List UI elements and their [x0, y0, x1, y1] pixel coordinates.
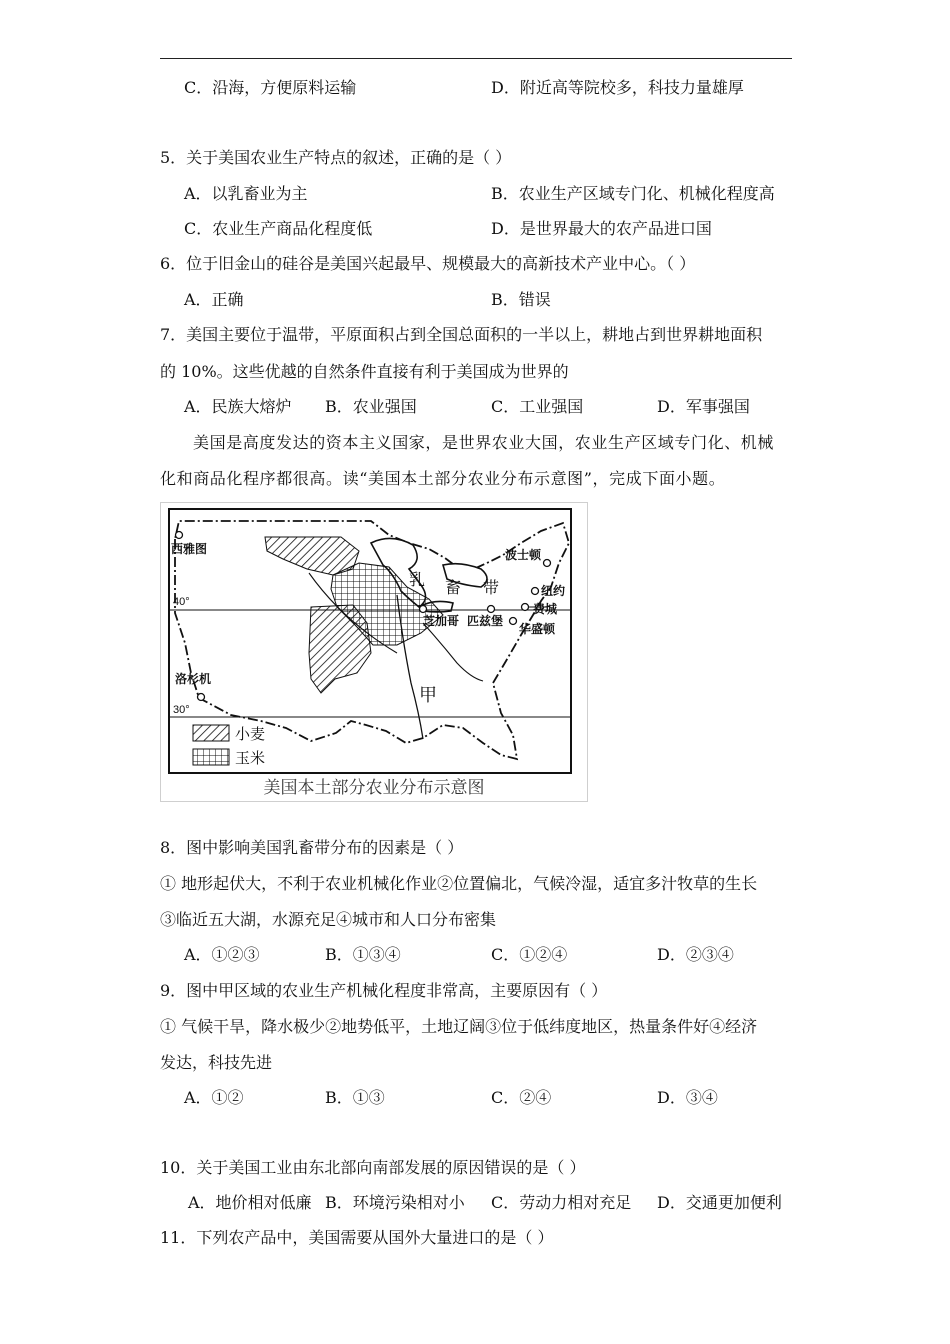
- q11-stem: 11．下列农产品中，美国需要从国外大量进口的是（ ）: [160, 1228, 554, 1247]
- q5-stem: 5．关于美国农业生产特点的叙述，正确的是（ ）: [160, 148, 512, 167]
- pittsburgh-marker: [488, 606, 495, 613]
- q8-stem: 8．图中影响美国乳畜带分布的因素是（ ）: [160, 838, 464, 857]
- philadelphia-label: 费城: [533, 602, 558, 616]
- q7-stem-line1: 7．美国主要位于温带，平原面积占到全国总面积的一半以上，耕地占到世界耕地面积: [160, 325, 763, 344]
- intro-line2: 化和商品化程序都很高。读“美国本土部分农业分布示意图”，完成下面小题。: [160, 469, 726, 488]
- boston-marker: [544, 560, 551, 567]
- q9-stem: 9．图中甲区域的农业生产机械化程度非常高，主要原因有（ ）: [160, 981, 608, 1000]
- q5-option-b: B．农业生产区域专门化、机械化程度高: [491, 184, 775, 203]
- lat40-label: 40°: [173, 596, 190, 608]
- q7-option-a: A．民族大熔炉: [184, 397, 292, 416]
- q8-options-line2: ③临近五大湖，水源充足④城市和人口分布密集: [160, 910, 497, 929]
- ohio-river: [423, 623, 483, 681]
- q8-option-c: C．①②④: [491, 945, 568, 964]
- q5-option-d: D．是世界最大的农产品进口国: [491, 219, 712, 238]
- q10-option-b: B．环境污染相对小: [325, 1193, 465, 1212]
- q7-option-d: D．军事强国: [657, 397, 750, 416]
- q6-option-b: B．错误: [491, 290, 551, 309]
- q9-option-b: B．①③: [325, 1088, 385, 1107]
- q8-option-a: A．①②③: [184, 945, 260, 964]
- q7-option-b: B．农业强国: [325, 397, 417, 416]
- q7-stem-line2: 的 10%。这些优越的自然条件直接有利于美国成为世界的: [160, 362, 569, 381]
- q8-option-d: D．②③④: [657, 945, 734, 964]
- legend-wheat-label: 小麦: [235, 726, 266, 743]
- q5-option-c: C．农业生产商品化程度低: [184, 219, 373, 238]
- region-jia-label: 甲: [419, 685, 437, 705]
- lat30-label: 30°: [173, 704, 190, 716]
- legend-wheat-swatch: [193, 725, 229, 741]
- q9-options-line2: 发达，科技先进: [160, 1053, 273, 1072]
- legend-corn-label: 玉米: [235, 750, 266, 767]
- q4-option-d: D．附近高等院校多，科技力量雄厚: [491, 78, 744, 97]
- q6-stem: 6．位于旧金山的硅谷是美国兴起最早、规模最大的高新技术产业中心。（ ）: [160, 254, 696, 273]
- header-rule: [160, 58, 792, 59]
- seattle-label: 西雅图: [171, 542, 208, 556]
- q10-option-a: A．地价相对低廉: [188, 1193, 312, 1212]
- q10-option-d: D．交通更加便利: [657, 1193, 782, 1212]
- dairy-label-3: 带: [483, 580, 500, 597]
- la-marker: [198, 694, 205, 701]
- boston-label: 波士顿: [505, 548, 542, 562]
- pittsburgh-label: 匹兹堡: [467, 614, 504, 628]
- q9-option-a: A．①②: [184, 1088, 244, 1107]
- q10-option-c: C．劳动力相对充足: [491, 1193, 632, 1212]
- q9-option-d: D．③④: [657, 1088, 718, 1107]
- newyork-marker: [532, 588, 539, 595]
- q8-option-b: B．①③④: [325, 945, 401, 964]
- seattle-marker: [176, 532, 183, 539]
- legend-corn-swatch: [193, 749, 229, 765]
- q7-option-c: C．工业强国: [491, 397, 584, 416]
- chicago-marker: [420, 606, 427, 613]
- newyork-label: 纽约: [541, 584, 566, 598]
- washington-label: 华盛顿: [519, 622, 556, 636]
- q6-option-a: A．正确: [184, 290, 244, 309]
- q4-option-c: C．沿海，方便原料运输: [184, 78, 357, 97]
- q10-stem: 10．关于美国工业由东北部向南部发展的原因错误的是（ ）: [160, 1158, 586, 1177]
- chicago-label: 芝加哥: [423, 614, 460, 628]
- q9-options-line1: ① 气候干旱，降水极少②地势低平，土地辽阔③位于低纬度地区，热量条件好④经济: [160, 1017, 758, 1036]
- q8-options-line1: ① 地形起伏大，不利于农业机械化作业②位置偏北，气候冷湿，适宜多汁牧草的生长: [160, 874, 758, 893]
- la-label: 洛杉机: [175, 672, 212, 686]
- dairy-label-2: 畜: [445, 580, 462, 597]
- q9-option-c: C．②④: [491, 1088, 552, 1107]
- us-agriculture-map: [160, 502, 588, 802]
- dairy-label-1: 乳: [409, 572, 426, 589]
- q5-option-a: A．以乳畜业为主: [184, 184, 308, 203]
- intro-line1: 美国是高度发达的资本主义国家，是世界农业大国，农业生产区域专门化、机械: [193, 433, 775, 452]
- washington-marker: [510, 618, 517, 625]
- philadelphia-marker: [522, 604, 529, 611]
- map-caption: 美国本土部分农业分布示意图: [263, 778, 485, 797]
